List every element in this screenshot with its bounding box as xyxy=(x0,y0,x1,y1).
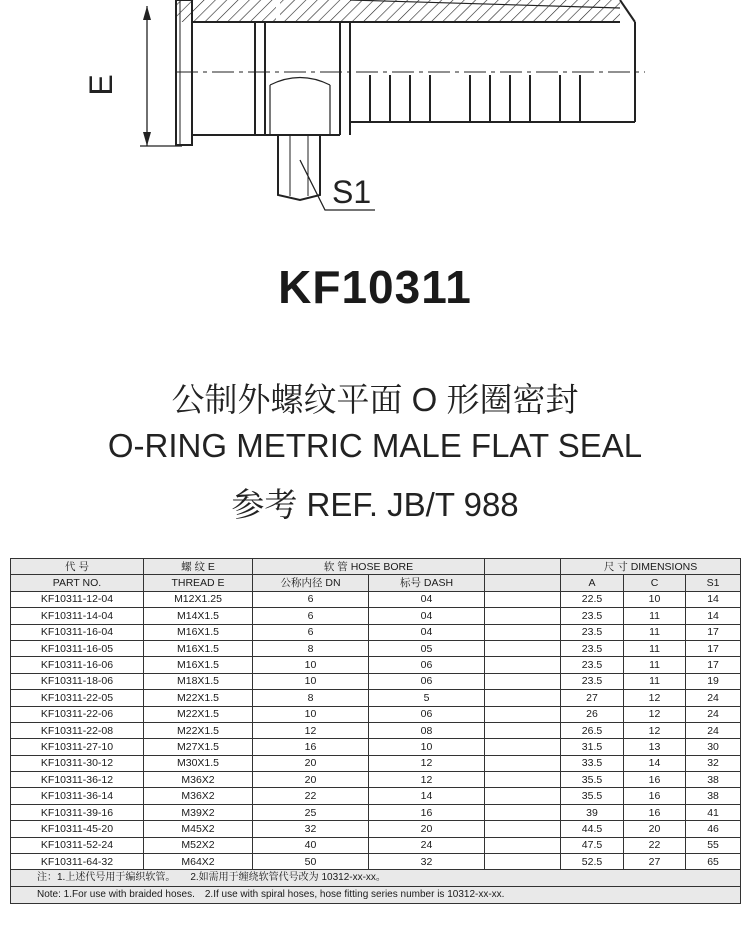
reference-standard: 参考 REF. JB/T 988 xyxy=(231,486,519,523)
cell-s1: 17 xyxy=(686,657,741,673)
cell-part-no: KF10311-14-04 xyxy=(11,608,144,624)
cell-a: 31.5 xyxy=(561,739,624,755)
cell-thread: M16X1.5 xyxy=(144,657,253,673)
cell-s1: 17 xyxy=(686,640,741,656)
cell-dn: 6 xyxy=(253,624,369,640)
table-row xyxy=(11,591,741,607)
cell-dash: 04 xyxy=(369,591,485,607)
cell-s1: 41 xyxy=(686,804,741,820)
cell-c: 11 xyxy=(624,640,686,656)
table-row xyxy=(11,772,741,788)
cell-c: 11 xyxy=(624,657,686,673)
cell-thread: M12X1.25 xyxy=(144,591,253,607)
cell-dash: 14 xyxy=(369,788,485,804)
cell-thread: M64X2 xyxy=(144,854,253,870)
cell-part-no: KF10311-64-32 xyxy=(11,854,144,870)
cell-c: 16 xyxy=(624,788,686,804)
header-a: A xyxy=(561,575,624,591)
cell-dn: 10 xyxy=(253,706,369,722)
cell-thread: M52X2 xyxy=(144,837,253,853)
cell-c: 12 xyxy=(624,706,686,722)
cell-blank xyxy=(485,608,561,624)
cell-dash: 04 xyxy=(369,608,485,624)
cell-part-no: KF10311-16-05 xyxy=(11,640,144,656)
cell-a: 35.5 xyxy=(561,772,624,788)
cell-c: 13 xyxy=(624,739,686,755)
header-c: C xyxy=(624,575,686,591)
cell-s1: 38 xyxy=(686,788,741,804)
dim-e-label: E xyxy=(83,74,119,96)
table-row xyxy=(11,657,741,673)
table-header-row xyxy=(11,559,741,575)
cell-s1: 46 xyxy=(686,821,741,837)
cell-part-no: KF10311-16-04 xyxy=(11,624,144,640)
cell-dash: 12 xyxy=(369,772,485,788)
cell-dn: 12 xyxy=(253,722,369,738)
cell-thread: M16X1.5 xyxy=(144,624,253,640)
cell-s1: 19 xyxy=(686,673,741,689)
cell-part-no: KF10311-27-10 xyxy=(11,739,144,755)
header-blank xyxy=(485,575,561,591)
part-code-title: KF10311 xyxy=(278,261,472,313)
cell-blank xyxy=(485,854,561,870)
cell-dash: 04 xyxy=(369,624,485,640)
cell-thread: M30X1.5 xyxy=(144,755,253,771)
cell-a: 23.5 xyxy=(561,640,624,656)
cell-a: 47.5 xyxy=(561,837,624,853)
cell-c: 11 xyxy=(624,608,686,624)
cell-s1: 14 xyxy=(686,591,741,607)
cell-blank xyxy=(485,673,561,689)
cell-c: 12 xyxy=(624,722,686,738)
cell-a: 26.5 xyxy=(561,722,624,738)
cell-a: 39 xyxy=(561,804,624,820)
table-row xyxy=(11,837,741,853)
header-dash: 标号 DASH xyxy=(369,575,485,591)
cell-dn: 8 xyxy=(253,690,369,706)
cell-blank xyxy=(485,591,561,607)
cell-thread: M45X2 xyxy=(144,821,253,837)
cell-thread: M16X1.5 xyxy=(144,640,253,656)
table-row xyxy=(11,608,741,624)
cell-thread: M14X1.5 xyxy=(144,608,253,624)
cell-s1: 24 xyxy=(686,722,741,738)
table-row xyxy=(11,624,741,640)
cell-s1: 32 xyxy=(686,755,741,771)
cell-a: 33.5 xyxy=(561,755,624,771)
cell-a: 23.5 xyxy=(561,624,624,640)
cell-dash: 10 xyxy=(369,739,485,755)
cell-dn: 6 xyxy=(253,591,369,607)
cell-thread: M22X1.5 xyxy=(144,690,253,706)
dim-s1-label: S1 xyxy=(332,174,372,210)
cell-dn: 10 xyxy=(253,673,369,689)
cell-blank xyxy=(485,722,561,738)
cell-dn: 20 xyxy=(253,755,369,771)
cell-dn: 50 xyxy=(253,854,369,870)
cell-s1: 65 xyxy=(686,854,741,870)
table-row xyxy=(11,821,741,837)
title-english: O-RING METRIC MALE FLAT SEAL xyxy=(107,427,643,464)
cell-part-no: KF10311-22-05 xyxy=(11,690,144,706)
cell-blank xyxy=(485,657,561,673)
cell-part-no: KF10311-45-20 xyxy=(11,821,144,837)
cell-thread: M22X1.5 xyxy=(144,706,253,722)
cell-blank xyxy=(485,624,561,640)
cell-thread: M36X2 xyxy=(144,788,253,804)
cell-c: 12 xyxy=(624,690,686,706)
fitting-drawing xyxy=(0,0,750,220)
header-hose-bore: 软 管 HOSE BORE xyxy=(253,559,485,575)
cell-dash: 20 xyxy=(369,821,485,837)
table-row xyxy=(11,788,741,804)
table-row xyxy=(11,722,741,738)
cell-dash: 32 xyxy=(369,854,485,870)
cell-part-no: KF10311-36-14 xyxy=(11,788,144,804)
cell-part-no: KF10311-22-06 xyxy=(11,706,144,722)
cell-c: 16 xyxy=(624,804,686,820)
cell-blank xyxy=(485,821,561,837)
title-chinese: 公制外螺纹平面 O 形圈密封 xyxy=(171,381,579,418)
note-english: Note: 1.For use with braided hoses. 2.If use with spiral hoses, hose fitting series number is 10312-xx-xx. xyxy=(11,887,741,904)
cell-s1: 24 xyxy=(686,706,741,722)
cell-c: 16 xyxy=(624,772,686,788)
cell-a: 35.5 xyxy=(561,788,624,804)
header-dn: 公称内径 DN xyxy=(253,575,369,591)
cell-s1: 55 xyxy=(686,837,741,853)
cell-a: 26 xyxy=(561,706,624,722)
cell-part-no: KF10311-30-12 xyxy=(11,755,144,771)
cell-blank xyxy=(485,640,561,656)
cell-part-no: KF10311-39-16 xyxy=(11,804,144,820)
cell-dn: 25 xyxy=(253,804,369,820)
cell-c: 20 xyxy=(624,821,686,837)
cell-thread: M36X2 xyxy=(144,772,253,788)
cell-part-no: KF10311-12-04 xyxy=(11,591,144,607)
cell-s1: 38 xyxy=(686,772,741,788)
cell-part-no: KF10311-18-06 xyxy=(11,673,144,689)
cell-s1: 30 xyxy=(686,739,741,755)
header-dimensions: 尺 寸 DIMENSIONS xyxy=(561,559,741,575)
cell-part-no: KF10311-52-24 xyxy=(11,837,144,853)
header-code-cn: 代 号 xyxy=(11,559,144,575)
table-row xyxy=(11,739,741,755)
cell-thread: M27X1.5 xyxy=(144,739,253,755)
table-row xyxy=(11,804,741,820)
specification-table xyxy=(10,558,740,911)
cell-dn: 6 xyxy=(253,608,369,624)
cell-thread: M39X2 xyxy=(144,804,253,820)
cell-c: 14 xyxy=(624,755,686,771)
cell-c: 11 xyxy=(624,673,686,689)
cell-dash: 16 xyxy=(369,804,485,820)
table-row xyxy=(11,854,741,870)
cell-c: 10 xyxy=(624,591,686,607)
header-s1: S1 xyxy=(686,575,741,591)
header-thread-e: THREAD E xyxy=(144,575,253,591)
cell-part-no: KF10311-16-06 xyxy=(11,657,144,673)
note-row-cn xyxy=(11,870,741,887)
cell-s1: 14 xyxy=(686,608,741,624)
cell-dn: 22 xyxy=(253,788,369,804)
cell-thread: M18X1.5 xyxy=(144,673,253,689)
cell-a: 23.5 xyxy=(561,608,624,624)
header-thread-cn: 螺 纹 E xyxy=(144,559,253,575)
cell-blank xyxy=(485,755,561,771)
cell-blank xyxy=(485,690,561,706)
table-row xyxy=(11,706,741,722)
cell-a: 27 xyxy=(561,690,624,706)
cell-dash: 08 xyxy=(369,722,485,738)
header-blank xyxy=(485,559,561,575)
cell-part-no: KF10311-36-12 xyxy=(11,772,144,788)
cell-blank xyxy=(485,837,561,853)
note-row-en xyxy=(11,887,741,904)
cell-dash: 06 xyxy=(369,706,485,722)
cell-a: 22.5 xyxy=(561,591,624,607)
cell-c: 27 xyxy=(624,854,686,870)
cell-a: 52.5 xyxy=(561,854,624,870)
cell-blank xyxy=(485,739,561,755)
cell-blank xyxy=(485,772,561,788)
cell-dn: 8 xyxy=(253,640,369,656)
cell-a: 23.5 xyxy=(561,657,624,673)
table-subheader-row xyxy=(11,575,741,591)
cell-dash: 24 xyxy=(369,837,485,853)
cell-dn: 10 xyxy=(253,657,369,673)
cell-part-no: KF10311-22-08 xyxy=(11,722,144,738)
table-row xyxy=(11,673,741,689)
cell-s1: 24 xyxy=(686,690,741,706)
cell-dash: 12 xyxy=(369,755,485,771)
cell-dn: 40 xyxy=(253,837,369,853)
cell-dash: 06 xyxy=(369,673,485,689)
cell-dn: 16 xyxy=(253,739,369,755)
cell-c: 22 xyxy=(624,837,686,853)
cell-dash: 05 xyxy=(369,640,485,656)
cell-blank xyxy=(485,804,561,820)
cell-a: 23.5 xyxy=(561,673,624,689)
header-part-no: PART NO. xyxy=(11,575,144,591)
table-row xyxy=(11,690,741,706)
cell-a: 44.5 xyxy=(561,821,624,837)
cell-dash: 5 xyxy=(369,690,485,706)
table-row xyxy=(11,640,741,656)
cell-blank xyxy=(485,706,561,722)
cell-dn: 32 xyxy=(253,821,369,837)
cell-dn: 20 xyxy=(253,772,369,788)
cell-dash: 06 xyxy=(369,657,485,673)
cell-s1: 17 xyxy=(686,624,741,640)
cell-blank xyxy=(485,788,561,804)
note-chinese: 注：1.上述代号用于编织软管。 2.如需用于缠绕软管代号改为 10312-xx-xx。 xyxy=(11,870,741,887)
cell-c: 11 xyxy=(624,624,686,640)
table-row xyxy=(11,755,741,771)
cell-thread: M22X1.5 xyxy=(144,722,253,738)
